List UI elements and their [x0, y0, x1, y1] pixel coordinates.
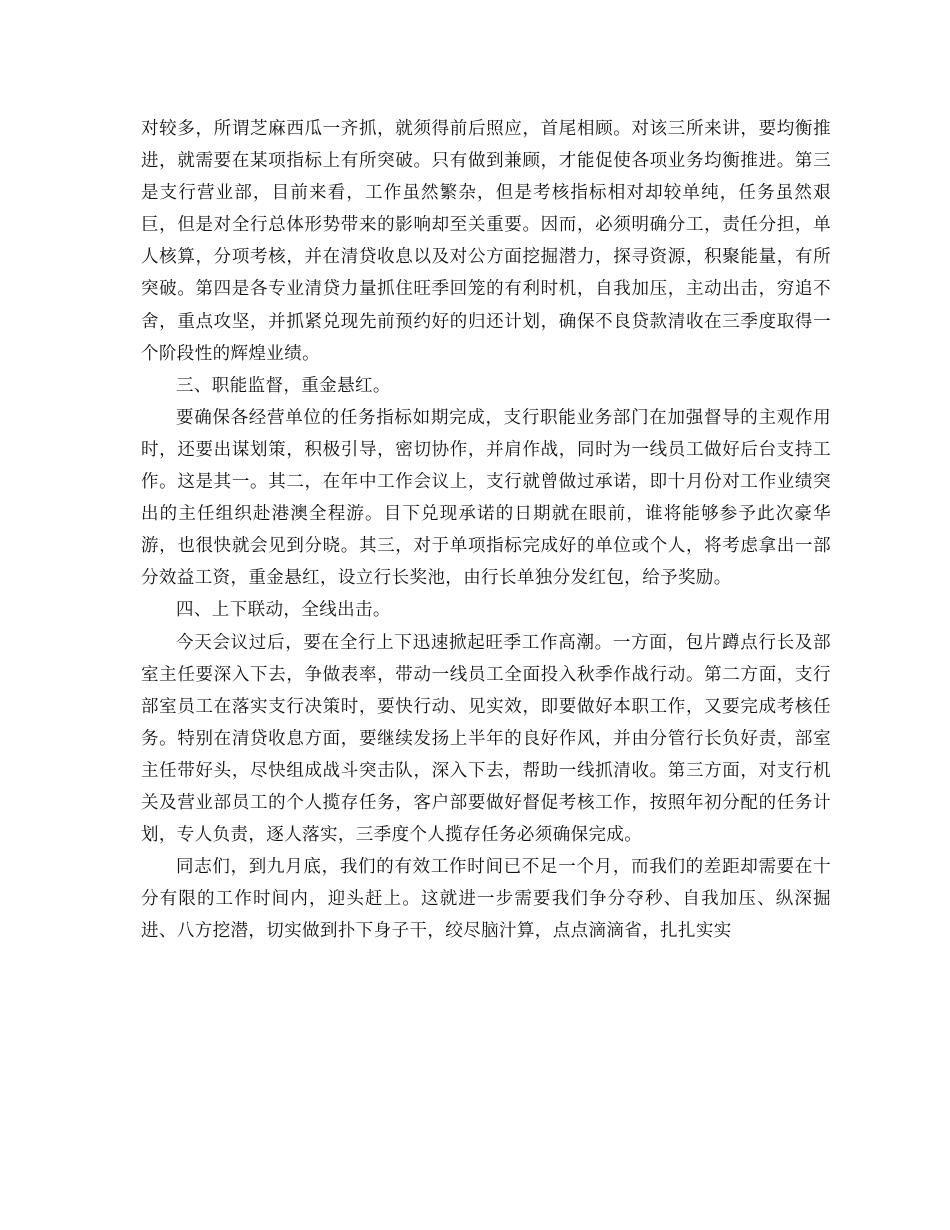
section-heading-4: 四、上下联动，全线出击。 — [176, 600, 391, 621]
paragraph-continued: 对较多，所谓芝麻西瓜一齐抓，就须得前后照应，首尾相顾。对该三所来讲，要均衡推进，就需要在某项指标上有所突破。只有做到兼顾，才能促使各项业务均衡推进。第三是支行营业部，目前来看，工作虽然繁杂，但是考核指标相对却较单纯，任务虽然艰巨，但是对全行总体形势带来的影响却至关重要。因而，必须明确分工，责任分担，单人核算，分项考核，并在清贷收息以及对公方面挖掘潜力，探寻资源，积聚能量，有所突破。第四是各专业清贷力量抓住旺季回笼的有利时机，自我加压，主动出击，穷追不舍，重点攻坚，并抓紧兑现先前预约好的归还计划，确保不良贷款清收在三季度取得一个阶段性的辉煌业绩。 — [141, 119, 831, 364]
paragraph-closing: 同志们，到九月底，我们的有效工作时间已不足一个月，而我们的差距却需要在十分有限的工作时间内，迎头赶上。这就进一步需要我们争分夺秒、自我加压、纵深掘进、八方挖潜，切实做到扑下身子干，绞尽脑汁算，点点滴滴省，扎扎实实 — [141, 857, 831, 942]
section-heading-3: 三、职能监督，重金悬红。 — [176, 375, 391, 396]
document-body — [141, 113, 831, 947]
paragraph-section-4: 今天会议过后，要在全行上下迅速掀起旺季工作高潮。一方面，包片蹲点行长及部室主任要深入下去，争做表率，带动一线员工全面投入秋季作战行动。第二方面，支行部室员工在落实支行决策时，要快行动、见实效，即要做好本职工作，又要完成考核任务。特别在清贷收息方面，要继续发扬上半年的良好作风，并由分管行长负好责，部室主任带好头，尽快组成战斗突击队，深入下去，帮助一线抓清收。第三方面，对支行机关及营业部员工的个人揽存任务，客户部要做好督促考核工作，按照年初分配的任务计划，专人负责，逐人落实，三季度个人揽存任务必须确保完成。 — [141, 632, 831, 846]
paragraph-section-3: 要确保各经营单位的任务指标如期完成，支行职能业务部门在加强督导的主观作用时，还要出谋划策，积极引导，密切协作，并肩作战，同时为一线员工做好后台支持工作。这是其一。其二，在年中工作会议上，支行就曾做过承诺，即十月份对工作业绩突出的主任组织赴港澳全程游。目下兑现承诺的日期就在眼前，谁将能够参予此次豪华游，也很快就会见到分晓。其三，对于单项指标完成好的单位或个人，将考虑拿出一部分效益工资，重金悬红，设立行长奖池，由行长单独分发红包，给予奖励。 — [141, 407, 831, 589]
